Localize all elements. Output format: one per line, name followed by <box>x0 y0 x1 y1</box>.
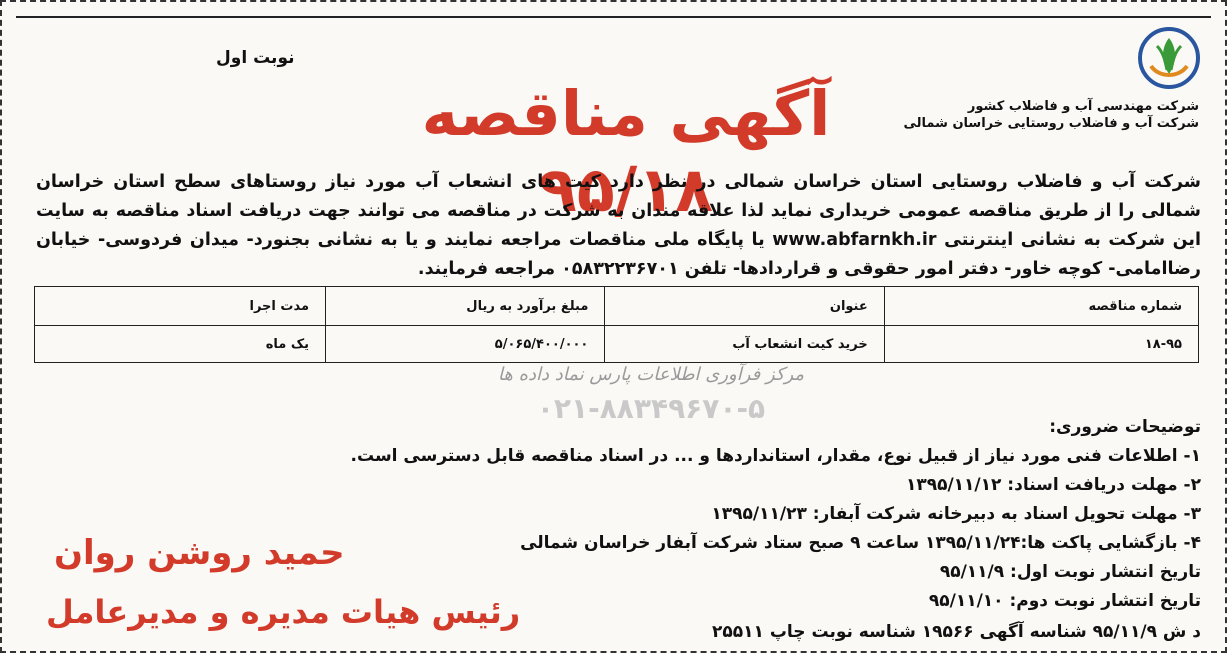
organization-logo-icon <box>1137 26 1201 90</box>
header-duration: مدت اجرا <box>35 287 326 326</box>
tender-table <box>34 286 1199 363</box>
notice-frame <box>16 16 1211 641</box>
notes-heading: توضیحات ضروری: <box>1049 417 1201 437</box>
cell-title: خرید کیت انشعاب آب <box>605 326 884 363</box>
note-item-4: ۴- بازگشایی پاکت ها:۱۳۹۵/۱۱/۲۴ ساعت ۹ صبح ستاد شرکت آبفار خراسان شمالی <box>520 533 1201 553</box>
intro-paragraph: شرکت آب و فاضلاب روستایی استان خراسان شمالی در نظر دارد کیت های انشعاب آب مورد نیاز روستاهای سطح استان خراسان شمالی را از طریق مناقصه عمومی خریداری نماید لذا علاقه مندان به شرکت در مناقصه می توانند جهت دریافت اسناد مناقصه به سایت این شرکت به نشانی اینترنتی www.abfarnkh.ir یا پایگاه ملی مناقصات مراجعه نمایند و یا به نشانی بجنورد- میدان فردوسی- خیابان رضاامامی- کوچه خاور- دفتر امور حقوقی و قراردادها- تلفن ۰۵۸۳۲۲۳۶۷۰۱ مراجعه فرمایند. <box>36 172 1202 279</box>
table-header-row <box>35 287 1199 326</box>
table-row <box>35 326 1199 363</box>
signatory-title: رئیس هیات مدیره و مدیرعامل <box>46 593 521 631</box>
notice-title: آگهی مناقصه ۹۵/۱۸ <box>421 77 831 226</box>
header-tender-number: شماره مناقصه <box>884 287 1198 326</box>
round-label: نوبت اول <box>216 48 295 68</box>
header-estimate: مبلغ برآورد به ریال <box>326 287 605 326</box>
watermark-line-1: مرکز فرآوری اطلاعات پارس نماد داده ها <box>497 364 805 385</box>
organization-line-2: شرکت آب و فاضلاب روستایی خراسان شمالی <box>903 116 1199 131</box>
cell-tender-number: ۱۸-۹۵ <box>884 326 1198 363</box>
publish-date-second: تاریخ انتشار نوبت دوم: ۹۵/۱۱/۱۰ <box>928 591 1201 611</box>
signatory-name: حمید روشن روان <box>54 533 345 573</box>
header-title: عنوان <box>605 287 884 326</box>
note-item-1: ۱- اطلاعات فنی مورد نیاز از قبیل نوع، مقدار، استانداردها و ... در اسناد مناقصه قابل دسترسی است. <box>350 446 1201 466</box>
publish-date-first: تاریخ انتشار نوبت اول: ۹۵/۱۱/۹ <box>939 562 1201 582</box>
cell-estimate: ۵/۰۶۵/۴۰۰/۰۰۰ <box>326 326 605 363</box>
notes-section <box>321 413 1201 616</box>
watermark-phone: ۰۲۱-۸۸۳۴۹۶۷۰-۵ <box>536 392 766 425</box>
organization-line-1: شرکت مهندسی آب و فاضلاب کشور <box>967 99 1199 114</box>
note-item-2: ۲- مهلت دریافت اسناد: ۱۳۹۵/۱۱/۱۲ <box>905 475 1201 495</box>
cell-duration: یک ماه <box>35 326 326 363</box>
organization-name <box>879 98 1199 132</box>
note-item-3: ۳- مهلت تحویل اسناد به دبیرخانه شرکت آبفار: ۱۳۹۵/۱۱/۲۳ <box>711 504 1201 524</box>
notice-identifiers: د ش ۹۵/۱۱/۹ شناسه آگهی ۱۹۵۶۶ شناسه نوبت چاپ ۲۵۵۱۱ <box>712 622 1201 642</box>
